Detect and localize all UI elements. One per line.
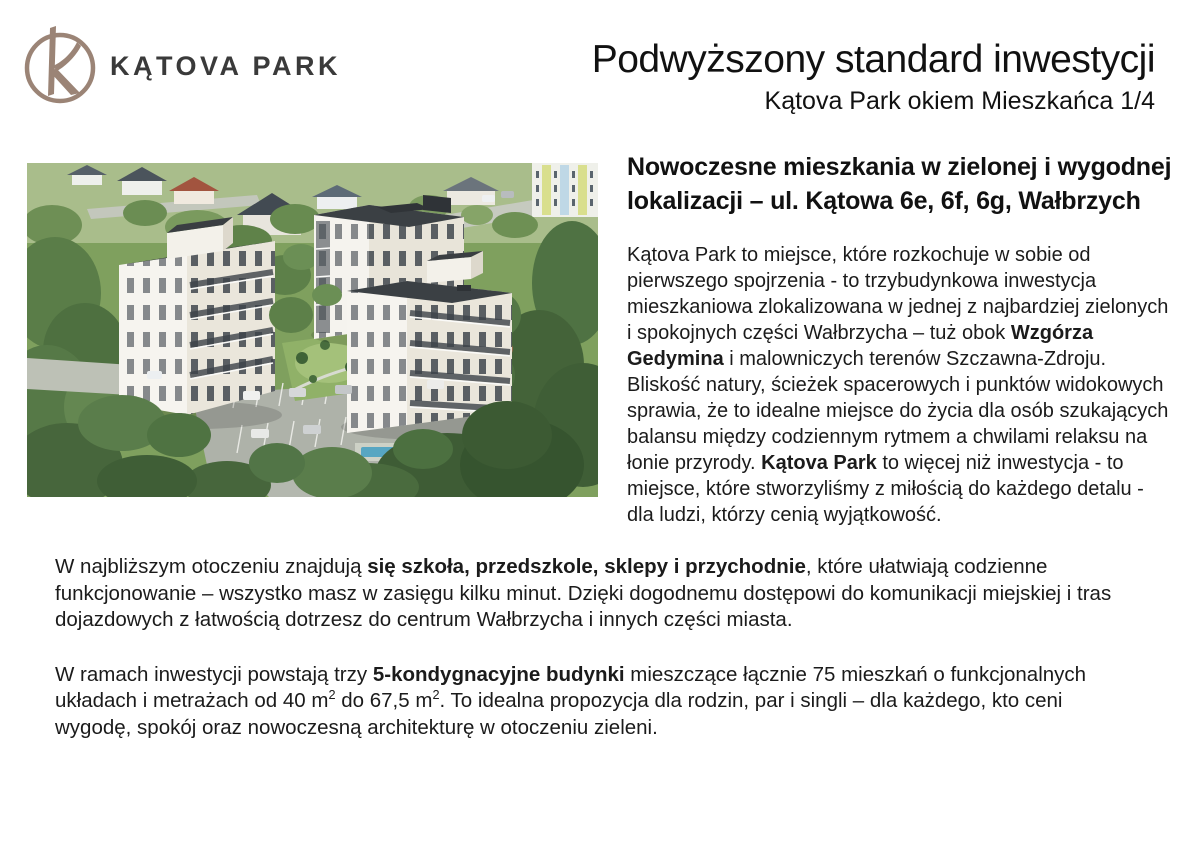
section-heading: Nowoczesne mieszkania w zielonej i wygodnej lokalizacji – ul. Kątowa 6e, 6f, 6g, Wałbrzych [627,153,1172,216]
right-column [627,150,1173,528]
bold-katova-park: Kątova Park [761,451,877,474]
intro-paragraph-text: i malowniczych terenów Szczawna-Zdroju. Bliskość natury, ścieżek spacerowych i punktów widokowych sprawia, że to idealne miejsce do życia dla osób szukających balansu między codziennym rytmem a chwilami relaksu na łonie przyrody. [627,347,1169,474]
brand-block [20,22,341,110]
katova-park-logo-icon [20,22,100,110]
investment-paragraph [55,662,1141,742]
intro-paragraph [627,242,1173,528]
surroundings-paragraph [55,554,1141,634]
investment-text: . To idealna propozycja dla rodzin, par i singli – dla każdego, kto ceni wygodę, spokój oraz nowoczesną architekturę w otoczeniu zieleni. [55,689,1063,739]
bold-buildings: 5-kondygnacyjne budynki [372,662,625,686]
brand-name: KĄTOVA PARK [110,50,342,81]
surroundings-text: W najbliższym otoczeniu znajdują [55,555,368,578]
aerial-photo [27,163,598,497]
page-subtitle: Kątova Park okiem Mieszkańca 1/4 [764,86,1155,115]
bottom-text-block [55,554,1141,769]
investment-text: mieszczące łącznie 75 mieszkań o funkcjonalnych układach i metrażach od 40 m [55,662,1087,712]
page-title: Podwyższony standard inwestycji [591,38,1155,81]
bold-wzgorza-gedymina: Wzgórza Gedymina [627,321,1094,370]
aerial-photo-graphic [27,163,598,497]
title-block [592,38,1155,116]
superscript-square: 2 [432,687,440,703]
investment-text: do 67,5 m [335,689,433,712]
surroundings-text: , które ułatwiają codzienne funkcjonowanie – wszystko masz w zasięgu kilku minut. Dzięki dogodnemu dostępowi do komunikacji miejskiej i tras dojazdowych z łatwością dotrzesz do centrum Wałbrzycha i innych części miasta. [55,555,1112,631]
intro-paragraph-text: to więcej niż inwestycja - to miejsce, które stworzyliśmy z miłością do każdego detalu - dla ludzi, którzy cenią wyjątkowość. [627,451,1144,526]
bold-amenities: się szkoła, przedszkole, sklepy i przychodnie [367,555,806,578]
investment-text: W ramach inwestycji powstają trzy [55,662,373,686]
superscript-square: 2 [328,687,336,703]
intro-paragraph-text: Kątova Park to miejsce, które rozkochuje w sobie od pierwszego spojrzenia - to trzybudynkowa inwestycja mieszkaniowa zlokalizowana w jednej z najbardziej zielonych i spokojnych części Wałbrzycha – tuż obok [627,243,1169,344]
